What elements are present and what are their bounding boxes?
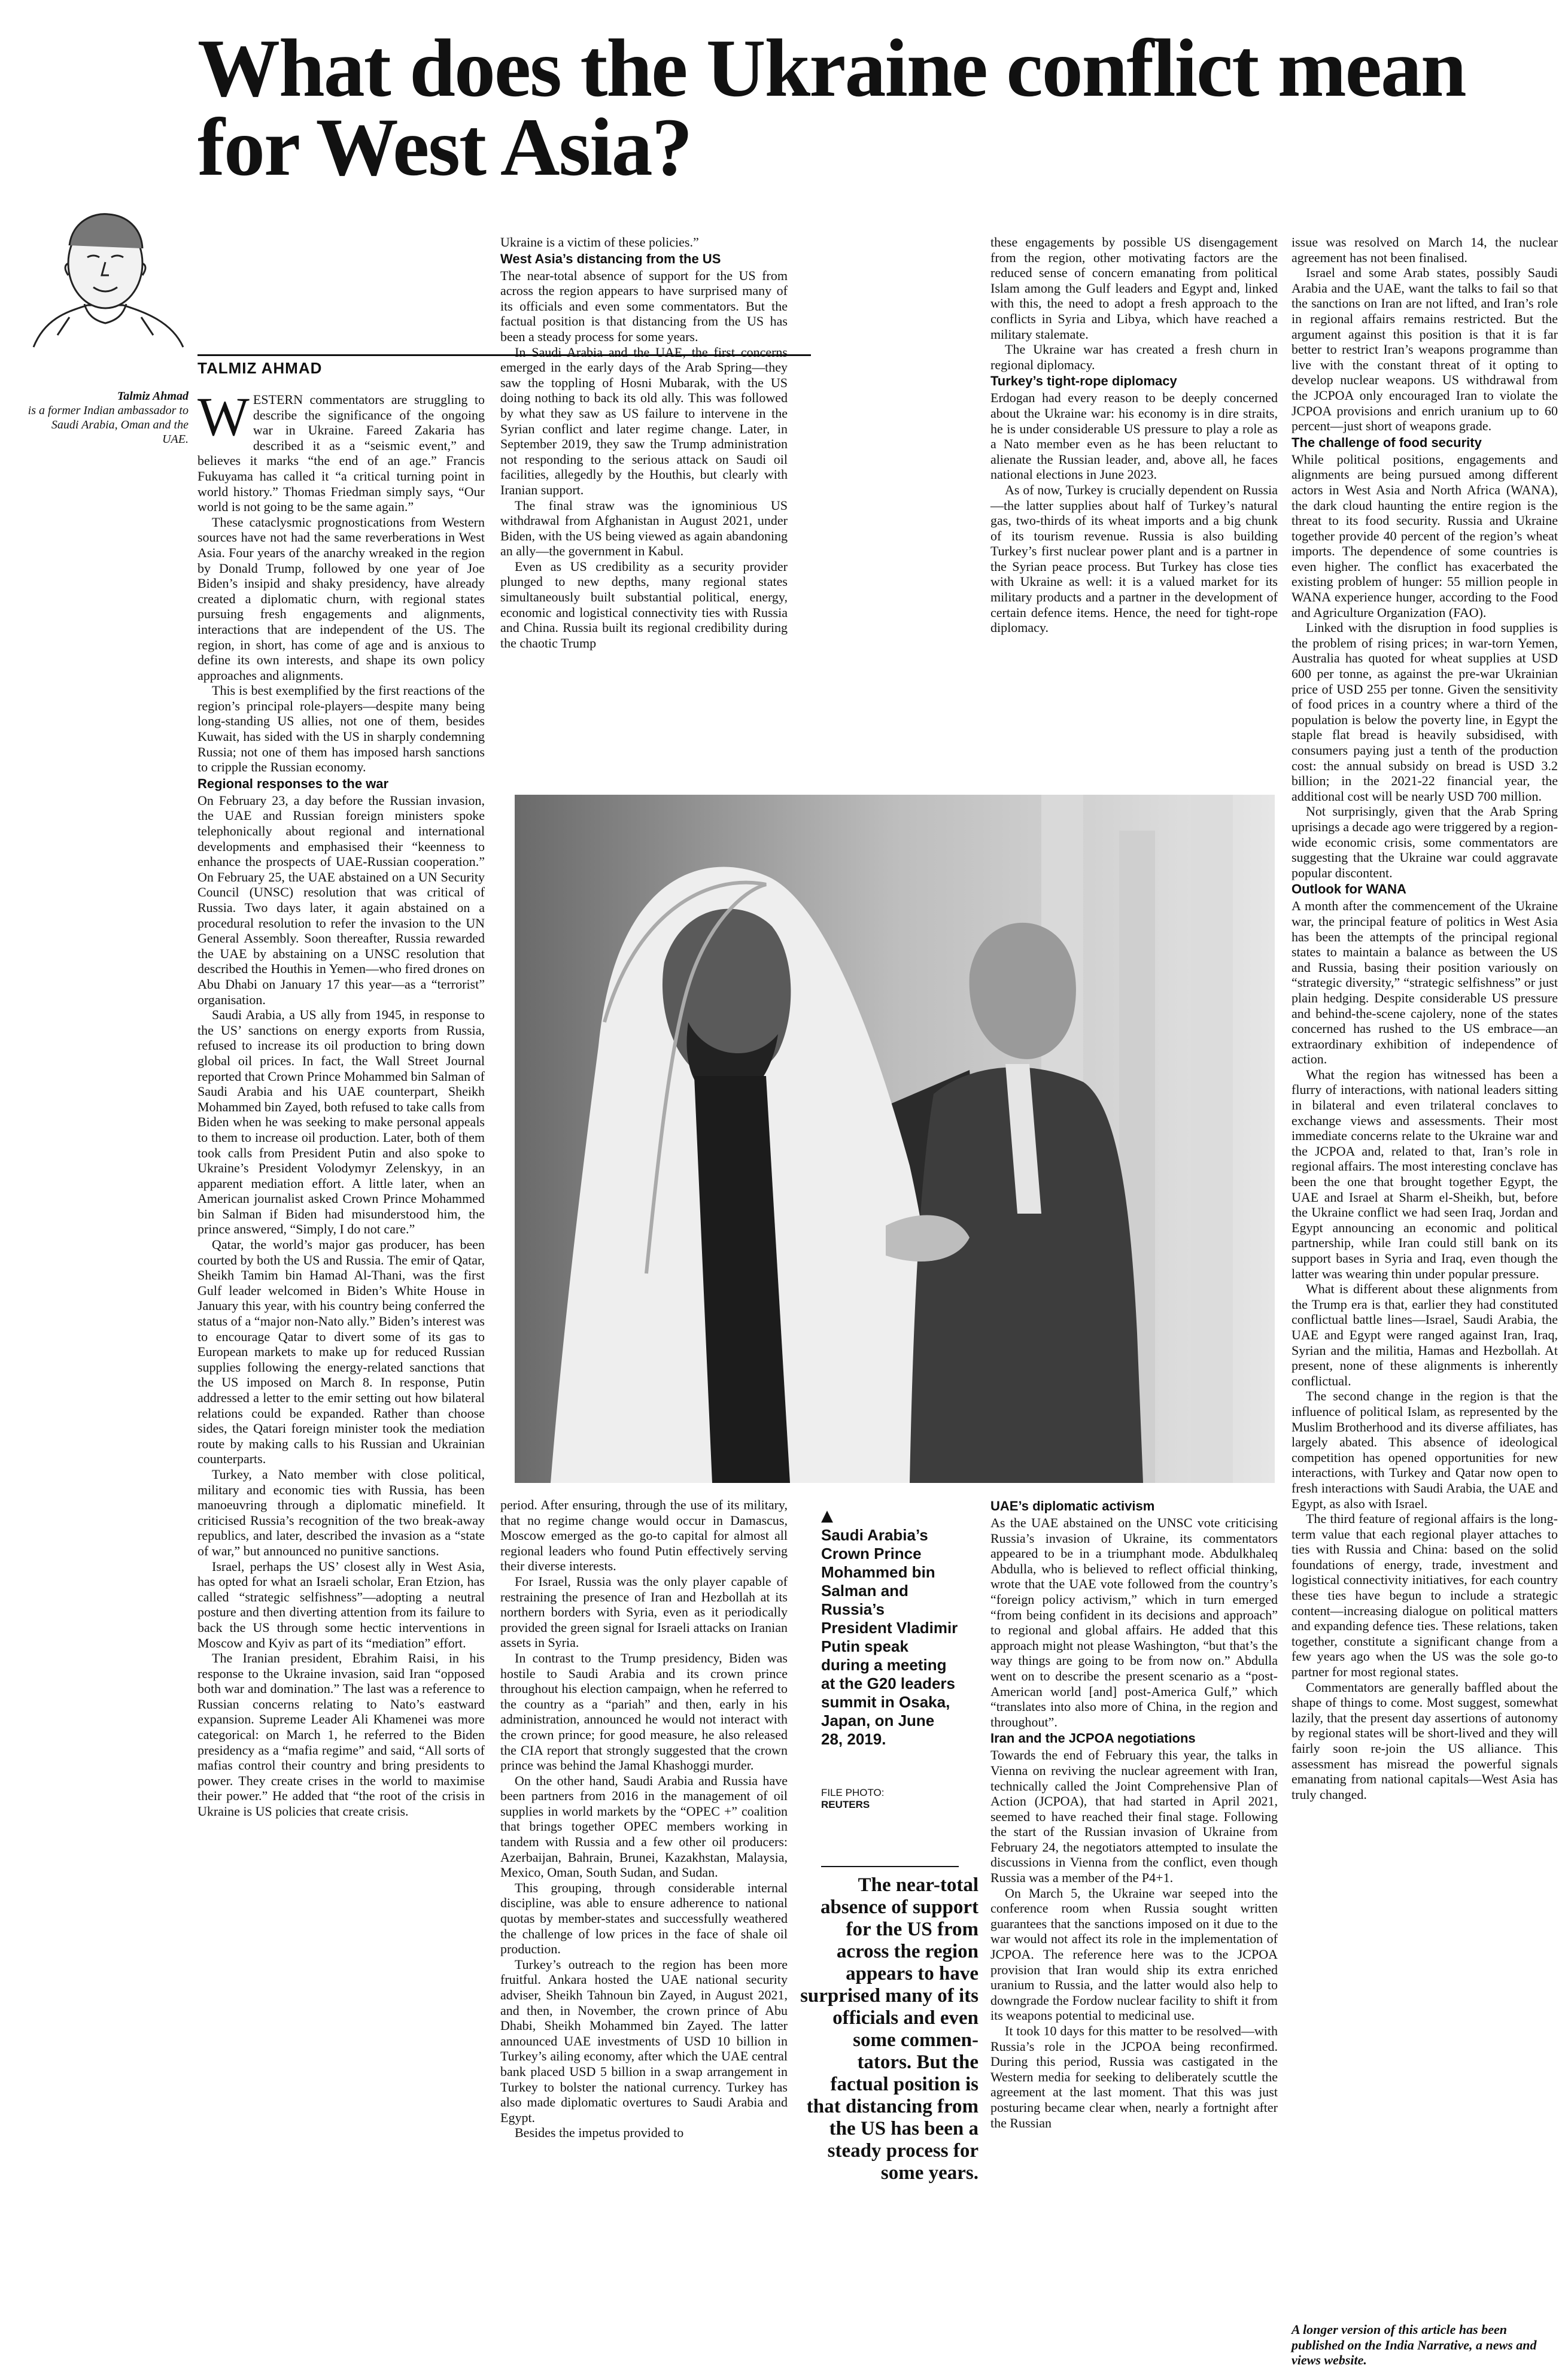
photo-caption: Saudi Arabia’s Crown Prince Mohammed bin Salman and Russia’s President Vladimir Putin speak during a meeting at the G20 leaders summit in Osaka, Japan, on June 28, 2019. [821,1526,958,1748]
paragraph: Qatar, the world’s major gas producer, has been courted by both the US and Russia. The emir of Qatar, Sheikh Tamim bin Hamad Al-Thani, was the first Gulf leader welcomed in Biden’s White House in January this year, with his country being conferred the status of a “major non-Nato ally.” Biden’s interest was to encourage Qatar to divert some of its gas to European markets to make up for reduced Russian supplies following the energy-related sanctions that the US imposed on March 8. In response, Putin addressed a letter to the emir setting out how bilateral relations could be expanded. Rather than choose sides, the Qatari foreign minister took the mediation route by making calls to his Russian and Ukrainian counterparts. [197,1237,485,1467]
pullquote-rule-top [821,1866,959,1867]
paragraph: Not surprisingly, given that the Arab Spring uprisings a decade ago were triggered by a region-wide economic crisis, some commentators are suggesting that the Ukraine war could aggravate popular discontent. [1292,804,1558,880]
section-heading: West Asia’s distancing from the US [500,251,721,266]
caption-arrow-icon: ▲ [821,1507,833,1525]
paragraph: Commentators are generally baffled about the shape of things to come. Most suggest, somewhat lazily, that the present day assertions of autonomy by regional states will be short-lived and they will fairly soon re-join the US alliance. This assessment has misread the powerful signals emanating from national capitals—West Asia has truly changed. [1292,1679,1558,1802]
author-description: is a former Indian ambassador to Saudi Arabia, Oman and the UAE. [28,404,189,446]
author-name: Talmiz Ahmad [117,390,189,403]
article-column-4 [1292,235,1558,1802]
credit-source: REUTERS [821,1799,870,1810]
paragraph: Israel, perhaps the US’ closest ally in West Asia, has opted for what an Israeli scholar, Eran Etzion, has called “strategic selfishness”—adopting a neutral posture and then diverting attention from its failure to back the US through some hectic interventions in Moscow and Kyiv as part of its “mediation” effort. [197,1558,485,1651]
paragraph: On February 23, a day before the Russian invasion, the UAE and Russian foreign ministers spoke telephonically about regional and international developments and emphasised their “keenness to enhance the prospects of UAE-Russian cooperation.” On February 25, the UAE abstained on a UN Security Council (UNSC) resolution that was critical of Russia. Two days later, it again abstained on a procedural resolution to refer the invasion to the UN General Assembly. Soon thereafter, Russia rewarded the UAE by abstaining on a UNSC resolution that described the Houthis in Yemen—who fired drones on Abu Dhabi on January 17 this year—as a “terrorist” organisation. [197,792,485,1007]
paragraph: Besides the impetus provided to [515,2125,684,2141]
section-heading: Turkey’s tight-rope diplomacy [990,373,1177,389]
section-heading: Outlook for WANA [1292,882,1406,897]
paragraph: This grouping, through considerable internal discipline, was able to ensure adherence to national quotas by member-states and successfully weathered the challenge of low prices in the face of shale oil production. [500,1880,788,1957]
drop-cap: W [197,386,250,447]
paragraph: Linked with the disruption in food supplies is the problem of rising prices; in war-torn Yemen, Australia has quoted for wheat supplies at USD 600 per tonne, as against the pre-war Ukrainian price of USD 255 per tonne. Given the sensitivity of food prices in a country where a third of the population is below the poverty line, in Egypt the staple flat bread is heavily subsidised, with consumers paying just a tenth of the production cost: the annual subsidy on bread is USD 3.2 billion; in the 2021-22 financial year, the additional cost will be nearly USD 700 million. [1292,620,1558,804]
paragraph: In Saudi Arabia and the UAE, the first concerns emerged in the early days of the Arab Spring—they saw the toppling of Hosni Mubarak, with the US doing nothing to back its old ally. This was followed by what they saw as US failure to intervene in the Syrian conflict and later regime change. Later, in September 2019, they saw the Trump administration not responding to the serious attack on Saudi oil facilities, allegedly by the Houthis, but clearly with Iranian support. [500,344,788,497]
paragraph: On the other hand, Saudi Arabia and Russia have been partners from 2016 in the management of oil supplies in world markets by the “OPEC +” coalition that brings together OPEC members working in tandem with Russia and a few other oil producers: Azerbaijan, Bahrain, Brunei, Kazakhstan, Malaysia, Mexico, Oman, South Sudan, and Sudan. [500,1773,788,1880]
section-heading: The challenge of food security [1292,434,1482,450]
paragraph: WESTERN commentators are struggling to describe the significance of the ongoing war in Ukraine. Fareed Zakaria has described it as a “seismic event,” and believes it marks “the end of an age.” Francis Fukuyama has called it “a critical turning point in world history.” Thomas Friedman simply says, “Our world is not going to be the same again.” [197,386,485,515]
paragraph: These cataclysmic prognostications from Western sources have not had the same reverberations in West Asia. Four years of the anarchy wreaked in the region by Donald Trump, followed by one year of Joe Biden’s insipid and shaky presidency, have already created a diplomatic churn, with regional states pursuing fresh engagements and alignments, interactions that are independent of the US. The region, in short, has come of age and is anxious to define its own interests, and shape its own policy approaches and alignments. [197,514,485,683]
paragraph: The near-total absence of support for the US from across the region appears to have surprised many of its officials and even some commentators. But the factual position is that distancing from the US has been a steady process for some years. [500,268,788,344]
paragraph: While political positions, engagements and alignments are being pursued among different actors in West Asia and North Africa (WANA), the dark cloud haunting the entire region is the threat to its food security. Russia and Ukraine together provide 40 percent of the region’s wheat imports. The dependence of some countries is even higher. The conflict has exacerbated the existing problem of hunger: 55 million people in WANA experience hunger, according to the Food and Agriculture Organization (FAO). [1292,451,1558,620]
paragraph: The second change in the region is that the influence of political Islam, as represented by the Muslim Brotherhood and its diverse affiliates, has largely abated. This absence of ideological competition has opened opportunities for new interactions, with Turkey and Qatar now open to fresh interactions with Saudi Arabia, the UAE and Egypt, as also with Israel. [1292,1388,1558,1511]
paragraph: Ukraine is a victim of these policies.” [500,235,699,250]
section-heading: UAE’s diplomatic activism [990,1498,1155,1513]
article-column-1 [197,386,485,2373]
paragraph: As of now, Turkey is crucially dependent on Russia—the latter supplies about half of Turkey’s natural gas, two-thirds of its wheat imports and a big chunk of its tourism revenue. Russia is also building Turkey’s first nuclear power plant and is a partner in the Syrian peace process. But Turkey has close ties with Ukraine as well: it is a valued market for its military products and a partner in the development of certain defence items. Hence, the need for tight-rope diplomacy. [990,482,1278,636]
paragraph: This is best exemplified by the first reactions of the region’s principal role-players—despite many being long-standing US allies, not one of them, besides Kuwait, has sided with the US in sharply condemning Russia; not one of them has imposed harsh sanctions to cripple the Russian economy. [197,683,485,775]
paragraph: The Ukraine war has created a fresh churn in regional diplomacy. [990,342,1278,372]
paragraph: Towards the end of February this year, the talks in Vienna on reviving the nuclear agreement with Iran, technically called the Joint Comprehensive Plan of Action (JCPOA), that had started in April 2021, seemed to have reached their final stage. Following the start of the Russian invasion of Ukraine from February 24, the negotiators attempted to insulate the discussions in Vienna from the conflict, even though Russia was a member of the P4+1. [990,1747,1278,1886]
byline: TALMIZ AHMAD [197,359,323,377]
paragraph: Turkey, a Nato member with close political, military and economic ties with Russia, has been manoeuvring through a diplomatic minefield. It criticised Russia’s recognition of the two break-away republics, and later, described the invasion as a “state of war,” but announced no punitive sanctions. [197,1466,485,1558]
news-photo [515,795,1275,1483]
paragraph: The final straw was the ignominious US withdrawal from Afghanistan in August 2021, under Biden, with the US being viewed as again abandoning an ally—the government in Kabul. [500,497,788,559]
article-column-2-top [500,235,788,785]
paragraph: A month after the commencement of the Ukraine war, the principal feature of politics in West Asia has been the attempts of the principal regional states to maintain a balance as between the US and Russia, basing their position variously on “strategic diversity,” “strategic selfishness” or just plain hedging. Despite considerable US pressure and behind-the-scene cajolery, none of the states concerned has rushed to the US embrace—an extraordinary exhibition of independence of action. [1292,898,1558,1067]
article-column-3-bottom [990,1497,1278,2377]
paragraph: What the region has witnessed has been a flurry of interactions, with national leaders sitting in bilateral and even trilateral conclaves to exchange views and assessments. Their most immediate concerns relate to the Ukraine war and the JCPOA and, related to that, Iran’s role in regional affairs. The most interesting conclave has been the one that brought together Egypt, the UAE and Israel at Sharm el-Sheikh, but, before the Ukraine conflict we had seen Iraq, Jordan and Egypt announcing an economic and political partnership, while Iran could still bank on its support bases in Syria and Iraq, even though the latter was wearing thin under popular pressure. [1292,1066,1558,1281]
paragraph: Saudi Arabia, a US ally from 1945, in response to the US’ sanctions on energy exports from Russia, refused to increase its oil production to bring down global oil prices. In fact, the Wall Street Journal reported that Crown Prince Mohammed bin Salman of Saudi Arabia and his UAE counterpart, Sheikh Mohammed bin Zayed, both refused to take calls from Biden when he was seeking to make personal appeals to them to increase oil production. Later, both of them took calls from President Putin and also spoke to Ukraine’s President Volodymyr Zelenskyy, in an apparent mediation effort. A little later, when an American journalist asked Crown Prince Mohammed bin Salman if Biden had misunderstood him, the prince answered, “Simply, I do not care.” [197,1007,485,1237]
pull-quote: The near-total absence of support for the US from across the region appears to have surprised many of its officials and even some commen-tators. But the factual position is that distancing from the US has been a steady process for some years. [800,1874,979,2184]
paragraph: On March 5, the Ukraine war seeped into the conference room when Russia sought written guarantees that the sanctions imposed on it due to the war would not affect its role in the implementation of JCPOA. The reference here was to the JCPOA provision that Iran would ship its extra enriched uranium to Russia, and the latter would also help to downgrade the Fordow nuclear facility to shift it from its weapons potential to medicinal use. [990,1885,1278,2023]
section-heading: Regional responses to the war [197,776,389,791]
paragraph: Even as US credibility as a security provider plunged to new depths, many regional states simultaneously built substantial political, energy, economic and logistical connectivity ties with Russia and China. Russia built its regional credibility during the chaotic Trump [500,558,788,651]
credit-label: FILE PHOTO: [821,1787,885,1798]
paragraph: Erdogan had every reason to be deeply concerned about the Ukraine war: his economy is in dire straits, he is under considerable US pressure to play a role as a Nato member even as he has been reluctant to alienate the Russian leader, and, above all, he faces national elections in June 2023. [990,390,1278,482]
paragraph: The Iranian president, Ebrahim Raisi, in his response to the Ukraine invasion, said Iran “opposed both war and domination.” The last was a reference to Russian concerns relating to Nato’s eastward expansion. Supreme Leader Ali Khamenei was more categorical: on March 1, he referred to the Biden presidency as a “mafia regime” and said, “All sorts of mafias control their country and bring presidents to power. They create crises in the world to maximise their power.” He added that “the root of the crisis in Ukraine is US policies that create crisis. [197,1651,485,1819]
paragraph: Israel and some Arab states, possibly Saudi Arabia and the UAE, want the talks to fail so that the sanctions on Iran are not lifted, and Iran’s role in regional affairs remains restricted. But the argument against this position is that it is far better to restrict Iran’s weapons programme than live with the constant threat of it opting to develop nuclear weapons. US withdrawal from the JCPOA only encouraged Iran to violate the JCPOA provisions and enrich uranium up to 60 percent—just short of weapons grade. [1292,265,1558,434]
paragraph: these engagements by possible US disengagement from the region, other motivating factors are the reduced sense of concern emanating from political Islam among the Gulf leaders and Egypt and, linked with this, the need to adopt a fresh approach to the conflicts in Syria and Libya, which have reached a military stalemate. [990,235,1278,342]
section-heading: Iran and the JCPOA negotiations [990,1731,1196,1746]
paragraph: What is different about these alignments from the Trump era is that, earlier they had constituted conflictual battle lines—Israel, Saudi Arabia, the UAE and Egypt were ranged against Iran, Iraq, Syrian and the militia, Hamas and Hezbollah. At present, none of these alignments is inherently conflictual. [1292,1281,1558,1388]
author-bio [24,389,189,446]
headline: What does the Ukraine conflict mean for West Asia? [197,22,1466,193]
paragraph: For Israel, Russia was the only player capable of restraining the presence of Iran and Hezbollah at its northern borders with Syria, even as it periodically provided the green signal for Israeli attacks on Iranian assets in Syria. [500,1573,788,1651]
paragraph: Turkey’s outreach to the region has been more fruitful. Ankara hosted the UAE national security adviser, Sheikh Tahnoun bin Zayed, in August 2021, and then, in November, the crown prince of Abu Dhabi, Sheikh Mohammed bin Zayed. The latter announced UAE investments of USD 10 billion in Turkey’s ailing economy, after which the UAE central bank placed USD 5 billion in a swap arrangement in Turkey to bolster the national currency. Turkey has also made diplomatic overtures to Saudi Arabia and Egypt. [500,1956,788,2125]
article-column-3-top [990,235,1278,791]
paragraph: period. After ensuring, through the use of its military, that no regime change would occur in Damascus, Moscow emerged as the go-to capital for almost all regional leaders who found Putin effectively serving their diverse interests. [500,1497,788,1574]
photo-credit [821,1787,885,1811]
paragraph: It took 10 days for this matter to be resolved—with Russia’s role in the JCPOA being reconfirmed. During this period, Russia was castigated in the Western media for seeking to deliberately scuttle the agreement at the last moment. That this was just posturing became clear when, nearly a fortnight after the Russian [990,2023,1278,2130]
author-portrait [22,197,190,350]
paragraph: In contrast to the Trump presidency, Biden was hostile to Saudi Arabia and its crown prince throughout his election campaign, when he referred to the country as a “pariah” and then, early in his administration, announced he would not interact with the crown prince; for good measure, he also released the CIA report that strongly suggested that the crown prince was behind the Jamal Khashoggi murder. [500,1650,788,1773]
paragraph: issue was resolved on March 14, the nuclear agreement has not been finalised. [1292,235,1558,265]
paragraph: As the UAE abstained on the UNSC vote criticising Russia’s invasion of Ukraine, its commentators appeared to be in a triumphant mode. Abdulkhaleq Abdulla, who is believed to reflect official thinking, wrote that the UAE vote followed from the country’s “foreign policy activism,” which in turn emerged “from being confident in its decisions and approach” to regional and global affairs. He added that this approach might not please Washington, “but that’s the way things are going to be from now on.” Abdulla went on to describe the present scenario as a “post-American world [and] post-America Gulf,” which “translates into also more of China, in the region and throughout”. [990,1515,1278,1729]
footnote: A longer version of this article has been published on the India Narrative, a news and views website. [1292,2322,1537,2368]
paragraph: The third feature of regional affairs is the long-term value that each regional player attaches to ties with Russia and China: based on the solid foundations of energy, trade, investment and logistical connectivity initiatives, for each country these ties have begun to include a strategic content—increasing dialogue on political matters and expanding defence ties. These relations, taken together, constitute a significant change from a few years ago when the US was the sole go-to partner for most regional states. [1292,1511,1558,1680]
article-column-2-bottom [500,1497,788,2377]
